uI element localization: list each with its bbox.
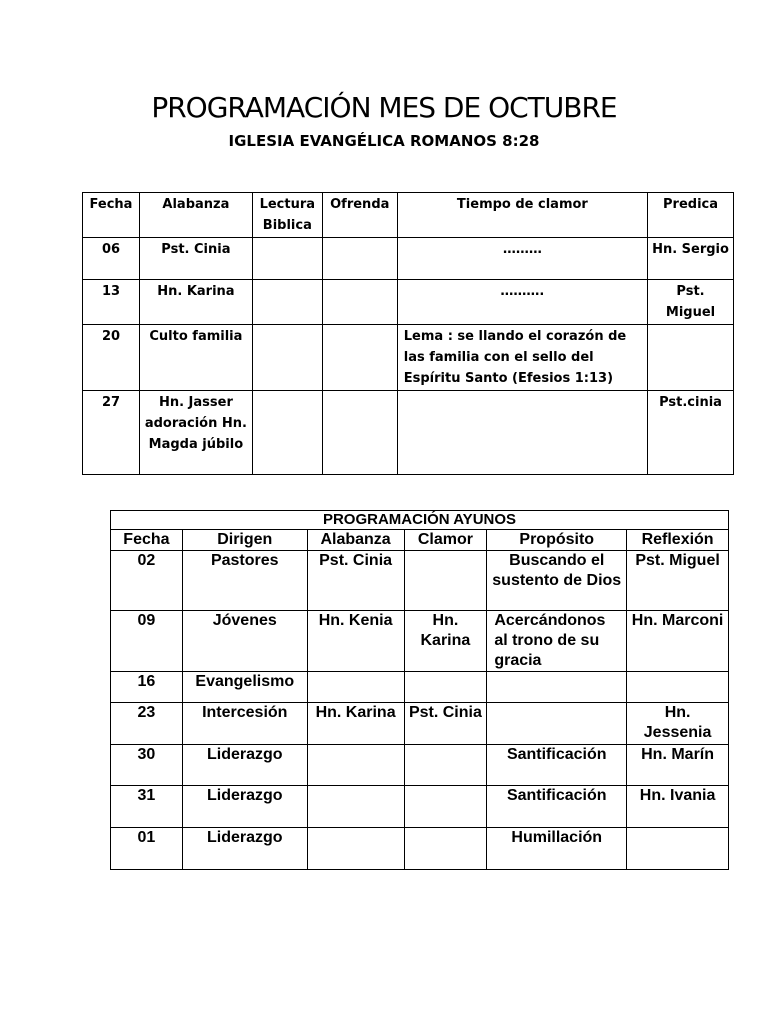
- cell-ofrenda: [322, 238, 397, 280]
- cell-reflexion: Hn. Jessenia: [627, 703, 729, 745]
- cell-reflexion: [627, 672, 729, 703]
- cell-ofrenda: [322, 280, 397, 325]
- cell-proposito: Santificación: [487, 745, 627, 786]
- header-clamor: Clamor: [404, 530, 487, 551]
- page-subtitle: IGLESIA EVANGÉLICA ROMANOS 8:28: [228, 132, 540, 150]
- cell-proposito: [487, 703, 627, 745]
- cell-clamor: [404, 672, 487, 703]
- cell-alabanza: [307, 745, 404, 786]
- header-ofrenda: Ofrenda: [322, 193, 397, 238]
- header-proposito: Propósito: [487, 530, 627, 551]
- header-reflexion: Reflexión: [627, 530, 729, 551]
- cell-fecha: 30: [111, 745, 183, 786]
- header-alabanza: Alabanza: [139, 193, 252, 238]
- cell-predica: Pst.cinia: [648, 391, 734, 475]
- header-fecha: Fecha: [111, 530, 183, 551]
- table-row: [83, 238, 734, 280]
- cell-clamor: ……….: [397, 280, 647, 325]
- header-alabanza: Alabanza: [307, 530, 404, 551]
- cell-alabanza: [307, 786, 404, 828]
- fasting-caption: PROGRAMACIÓN AYUNOS: [111, 511, 729, 530]
- cell-alabanza: Hn. Karina: [307, 703, 404, 745]
- table-row: [111, 611, 729, 672]
- cell-reflexion: Hn. Marín: [627, 745, 729, 786]
- cell-dirigen: Evangelismo: [182, 672, 307, 703]
- cell-dirigen: Liderazgo: [182, 828, 307, 870]
- cell-fecha: 27: [83, 391, 140, 475]
- schedule-table: [82, 192, 734, 475]
- cell-fecha: 02: [111, 551, 183, 611]
- cell-alabanza: Hn. Kenia: [307, 611, 404, 672]
- cell-reflexion: Hn. Marconi: [627, 611, 729, 672]
- cell-dirigen: Liderazgo: [182, 786, 307, 828]
- cell-dirigen: Intercesión: [182, 703, 307, 745]
- cell-lectura: [252, 325, 322, 391]
- cell-clamor: [404, 786, 487, 828]
- cell-ofrenda: [322, 325, 397, 391]
- table-row: [111, 703, 729, 745]
- cell-alabanza: [307, 672, 404, 703]
- cell-lectura: [252, 391, 322, 475]
- cell-fecha: 20: [83, 325, 140, 391]
- cell-dirigen: Pastores: [182, 551, 307, 611]
- cell-proposito: Acercándonos al trono de su gracia: [487, 611, 627, 672]
- cell-fecha: 13: [83, 280, 140, 325]
- cell-clamor: [397, 391, 647, 475]
- cell-predica: Pst. Miguel: [648, 280, 734, 325]
- cell-fecha: 23: [111, 703, 183, 745]
- cell-lectura: [252, 280, 322, 325]
- table-header-row: [83, 193, 734, 238]
- cell-alabanza: Culto familia: [139, 325, 252, 391]
- table-row: [111, 672, 729, 703]
- cell-dirigen: Liderazgo: [182, 745, 307, 786]
- cell-proposito: Humillación: [487, 828, 627, 870]
- cell-predica: Hn. Sergio: [648, 238, 734, 280]
- cell-proposito: Santificación: [487, 786, 627, 828]
- cell-fecha: 06: [83, 238, 140, 280]
- fasting-header-row: [111, 530, 729, 551]
- cell-clamor: ………: [397, 238, 647, 280]
- cell-alabanza: Hn. Karina: [139, 280, 252, 325]
- cell-clamor: Lema : se llando el corazón de las familia con el sello del Espíritu Santo (Efesios 1:13): [397, 325, 647, 391]
- cell-ofrenda: [322, 391, 397, 475]
- table-row: [111, 745, 729, 786]
- cell-fecha: 31: [111, 786, 183, 828]
- cell-reflexion: Hn. Ivania: [627, 786, 729, 828]
- cell-clamor: Pst. Cinia: [404, 703, 487, 745]
- cell-reflexion: Pst. Miguel: [627, 551, 729, 611]
- table-row: [83, 280, 734, 325]
- header-lectura: Lectura Biblica: [252, 193, 322, 238]
- cell-clamor: [404, 551, 487, 611]
- cell-fecha: 09: [111, 611, 183, 672]
- cell-alabanza: [307, 828, 404, 870]
- cell-alabanza: Pst. Cinia: [307, 551, 404, 611]
- cell-proposito: [487, 672, 627, 703]
- table-row: [111, 828, 729, 870]
- cell-lectura: [252, 238, 322, 280]
- header-dirigen: Dirigen: [182, 530, 307, 551]
- cell-predica: [648, 325, 734, 391]
- page-title: PROGRAMACIÓN MES DE OCTUBRE: [151, 91, 617, 124]
- cell-clamor: [404, 828, 487, 870]
- cell-proposito: Buscando el sustento de Dios: [487, 551, 627, 611]
- fasting-table: [110, 510, 729, 870]
- cell-alabanza: Hn. Jasser adoración Hn. Magda júbilo: [139, 391, 252, 475]
- cell-dirigen: Jóvenes: [182, 611, 307, 672]
- cell-clamor: [404, 745, 487, 786]
- header-predica: Predica: [648, 193, 734, 238]
- fasting-caption-row: [111, 511, 729, 530]
- header-clamor: Tiempo de clamor: [397, 193, 647, 238]
- cell-fecha: 01: [111, 828, 183, 870]
- cell-reflexion: [627, 828, 729, 870]
- table-row: [111, 551, 729, 611]
- cell-alabanza: Pst. Cinia: [139, 238, 252, 280]
- header-fecha: Fecha: [83, 193, 140, 238]
- cell-clamor: Hn. Karina: [404, 611, 487, 672]
- table-row: [111, 786, 729, 828]
- table-row: [83, 325, 734, 391]
- cell-fecha: 16: [111, 672, 183, 703]
- table-row: [83, 391, 734, 475]
